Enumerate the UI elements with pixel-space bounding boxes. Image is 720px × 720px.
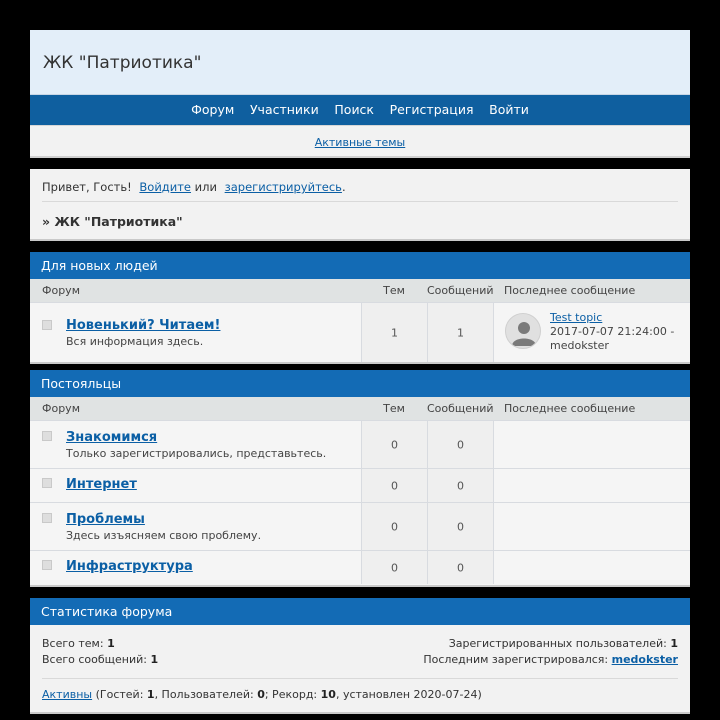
topics-count: 0	[391, 438, 398, 451]
register-link[interactable]: зарегистрируйтесь	[224, 180, 342, 194]
posts-count: 0	[457, 479, 464, 492]
forum-status-icon	[42, 560, 52, 570]
topics-count-cell	[361, 551, 427, 584]
category-new-people	[30, 252, 690, 364]
greeting-panel	[30, 169, 690, 241]
forum-description: Вся информация здесь.	[66, 335, 204, 348]
registered-users	[449, 637, 678, 650]
breadcrumb-arrow: »	[42, 214, 51, 229]
posts-count-cell	[427, 551, 493, 584]
posts-count-cell	[427, 503, 493, 550]
user-avatar-icon[interactable]	[505, 313, 541, 349]
col-forum: Форум	[42, 402, 80, 415]
topics-count: 0	[391, 479, 398, 492]
nav-forum[interactable]: Форум	[191, 102, 235, 117]
title-area	[30, 30, 690, 95]
col-forum: Форум	[42, 284, 80, 297]
forum-cell	[30, 303, 361, 362]
forum-cell	[30, 503, 361, 550]
topics-count-cell	[361, 421, 427, 468]
forum-cell	[30, 551, 361, 584]
breadcrumb	[42, 202, 678, 229]
last-post-time: 2017-07-07 21:24:00 -	[550, 325, 675, 338]
sub-navbar	[30, 125, 690, 157]
topics-count-cell	[361, 469, 427, 502]
last-post-info	[550, 311, 674, 353]
posts-count: 1	[457, 326, 464, 339]
topics-count-cell	[361, 503, 427, 550]
col-last-post: Последнее сообщение	[504, 284, 636, 297]
col-posts: Сообщений	[427, 284, 494, 297]
category-residents	[30, 370, 690, 587]
greeting-or: или	[194, 180, 217, 194]
guests-value: 1	[146, 688, 155, 701]
total-posts	[42, 653, 158, 666]
column-headers	[30, 397, 690, 420]
posts-count: 0	[457, 438, 464, 451]
registered-value: 1	[670, 637, 678, 650]
posts-count-cell	[427, 303, 493, 362]
forum-stats	[30, 598, 690, 714]
category-title[interactable]: Постояльцы	[30, 370, 690, 397]
last-post-cell	[493, 503, 690, 550]
topics-count: 0	[391, 561, 398, 574]
last-registered	[423, 653, 678, 666]
col-last-post: Последнее сообщение	[504, 402, 636, 415]
forum-row	[30, 502, 690, 550]
forum-row	[30, 302, 690, 362]
active-users-link[interactable]: Активны	[42, 688, 93, 701]
topics-count: 0	[391, 520, 398, 533]
total-topics-label: Всего тем:	[42, 637, 104, 650]
site-title[interactable]: ЖК "Патриотика"	[43, 53, 202, 73]
record-date: , установлен 2020-07-24)	[335, 688, 482, 701]
forum-description: Здесь изъясняем свою проблему.	[66, 529, 262, 542]
forum-row	[30, 420, 690, 468]
last-post-author[interactable]: medokster	[550, 339, 609, 352]
total-posts-value: 1	[150, 653, 159, 666]
registered-label: Зарегистрированных пользователей:	[448, 637, 667, 650]
posts-count-cell	[427, 421, 493, 468]
last-registered-label: Последним зарегистрировался:	[423, 653, 609, 666]
col-topics: Тем	[383, 284, 405, 297]
total-topics-value: 1	[107, 637, 115, 650]
forum-title-link[interactable]: Проблемы	[66, 512, 145, 527]
forum-status-icon	[42, 478, 52, 488]
posts-count: 0	[457, 520, 464, 533]
breadcrumb-current[interactable]: ЖК "Патриотика"	[54, 214, 183, 229]
forum-status-icon	[42, 320, 52, 330]
last-post-cell	[493, 469, 690, 502]
column-headers	[30, 279, 690, 302]
col-topics: Тем	[383, 402, 405, 415]
forum-status-icon	[42, 513, 52, 523]
nav-members[interactable]: Участники	[249, 102, 319, 117]
main-navbar	[30, 95, 690, 125]
last-post-topic-link[interactable]: Test topic	[550, 311, 603, 324]
topics-count-cell	[361, 303, 427, 362]
record-value: 10	[320, 688, 336, 701]
greeting-line	[42, 169, 678, 202]
forum-description: Только зарегистрировались, представьтесь.	[66, 447, 327, 460]
nav-search[interactable]: Поиск	[334, 102, 374, 117]
total-posts-label: Всего сообщений:	[42, 653, 147, 666]
forum-header	[30, 30, 690, 158]
stats-title: Статистика форума	[30, 598, 690, 625]
login-link[interactable]: Войдите	[139, 180, 192, 194]
last-post-cell	[493, 551, 690, 584]
forum-title-link[interactable]: Знакомимся	[66, 430, 158, 445]
last-registered-user-link[interactable]: medokster	[611, 653, 678, 666]
forum-title-link[interactable]: Новенький? Читаем!	[66, 318, 221, 333]
last-post-cell	[493, 303, 690, 362]
users-value: 0	[257, 688, 265, 701]
posts-count: 0	[457, 561, 464, 574]
users-label: , Пользователей:	[154, 688, 254, 701]
nav-register[interactable]: Регистрация	[389, 102, 474, 117]
record-label: ; Рекорд:	[264, 688, 318, 701]
nav-login[interactable]: Войти	[489, 102, 529, 117]
guests-label: (Гостей:	[95, 688, 144, 701]
greeting-suffix: .	[341, 180, 346, 194]
forum-title-link[interactable]: Инфраструктура	[66, 559, 193, 574]
posts-count-cell	[427, 469, 493, 502]
greeting-text: Привет, Гость!	[42, 180, 132, 194]
topics-count: 1	[391, 326, 398, 339]
total-topics	[42, 637, 115, 650]
forum-row	[30, 468, 690, 502]
active-topics-link[interactable]: Активные темы	[314, 136, 406, 149]
forum-status-icon	[42, 431, 52, 441]
col-posts: Сообщений	[427, 402, 494, 415]
last-post-cell	[493, 421, 690, 468]
forum-row	[30, 550, 690, 584]
forum-cell	[30, 469, 361, 502]
forum-cell	[30, 421, 361, 468]
online-stats	[42, 688, 482, 701]
category-title[interactable]: Для новых людей	[30, 252, 690, 279]
stats-divider	[42, 678, 678, 679]
forum-title-link[interactable]: Интернет	[66, 477, 137, 492]
